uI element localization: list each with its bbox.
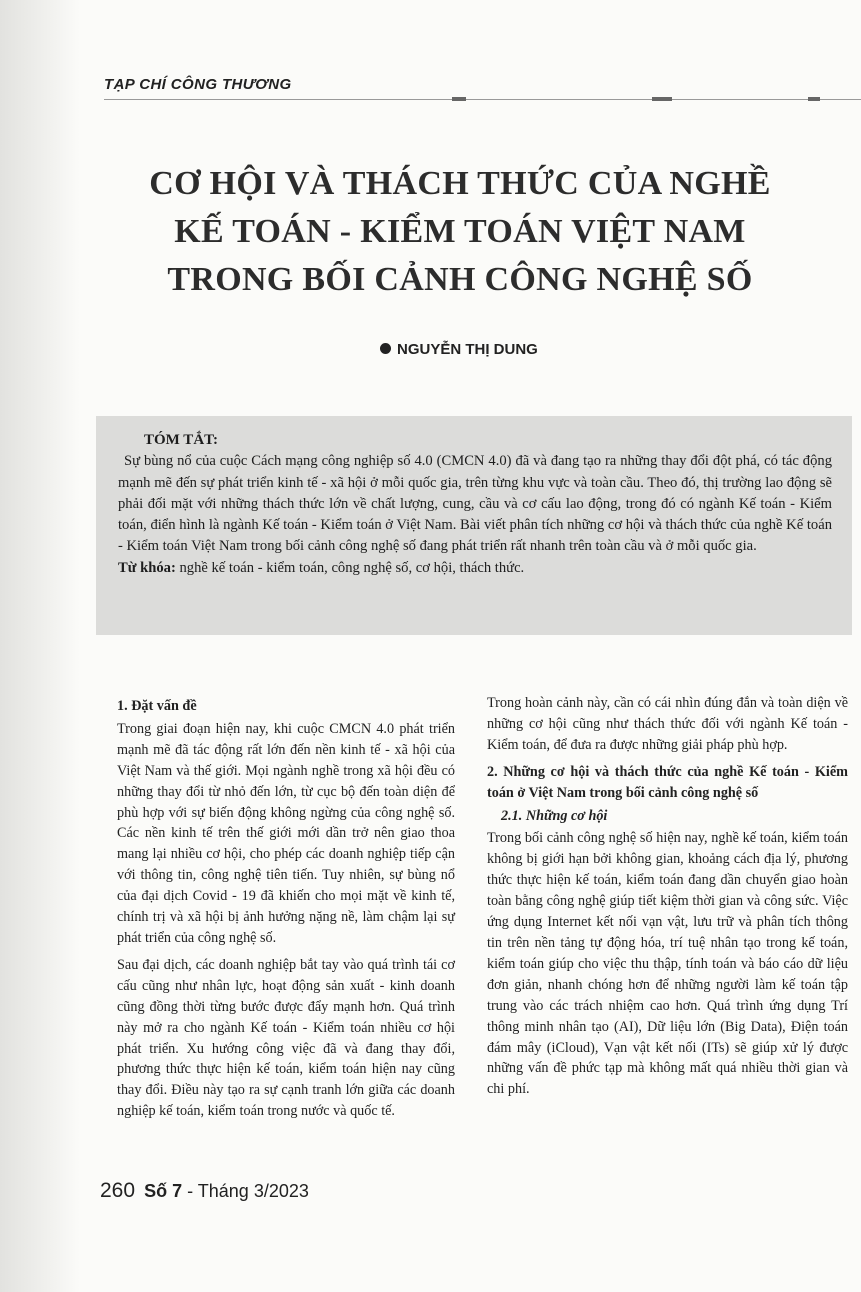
body-column-left [117, 696, 455, 1128]
header-rule-mark [808, 97, 820, 101]
page-footer [100, 1179, 309, 1203]
journal-name: TẠP CHÍ CÔNG THƯƠNG [104, 76, 292, 93]
author-name: NGUYỄN THỊ DUNG [397, 341, 538, 358]
section-heading: 2. Những cơ hội và thách thức của nghề Kế toán - Kiểm toán ở Việt Nam trong bối cảnh công nghệ số [487, 763, 848, 801]
title-line: TRONG BỐI CẢNH CÔNG NGHỆ SỐ [167, 261, 753, 298]
abstract-text: Sự bùng nổ của cuộc Cách mạng công nghiệp số 4.0 (CMCN 4.0) đã và đang tạo ra những thay đổi đột phá, có tác động mạnh mẽ đến sự phát triển kinh tế - xã hội ở mỗi quốc gia, trên từng khu vực và toàn cầu. Theo đó, thị trường lao động sẽ phải đối mặt với những thách thức lớn về chất lượng, cung, cầu và cơ cấu lao động, trong đó có ngành Kế toán - Kiểm toán, điển hình là ngành Kế toán - Kiểm toán ở Việt Nam. Bài viết phân tích những cơ hội và thách thức của nghề Kế toán - Kiểm toán Việt Nam trong bối cảnh công nghệ số đang phát triển rất nhanh trên toàn cầu và ở mỗi quốc gia. [118, 453, 832, 555]
abstract-heading: TÓM TẮT: [144, 432, 219, 448]
page-number: 260 [100, 1179, 136, 1202]
title-line: KẾ TOÁN - KIỂM TOÁN VIỆT NAM [174, 213, 746, 250]
paragraph: Trong hoàn cảnh này, cần có cái nhìn đúng đắn và toàn diện về những cơ hội cũng như thách thức đối với ngành Kế toán - Kiểm toán, để đưa ra được những giải pháp phù hợp. [487, 695, 848, 753]
abstract-content [118, 430, 832, 579]
header-rule-mark [452, 97, 466, 101]
abstract-box [96, 416, 852, 635]
keywords-text: nghề kế toán - kiểm toán, công nghệ số, cơ hội, thách thức. [179, 559, 525, 576]
keywords-line [118, 558, 832, 579]
header-rule [104, 99, 861, 100]
title-line: CƠ HỘI VÀ THÁCH THỨC CỦA NGHỀ [149, 165, 771, 202]
article-title [100, 160, 820, 304]
header-rule-mark [652, 97, 672, 101]
page-edge-shadow [0, 0, 80, 1292]
subsection-heading: 2.1. Những cơ hội [501, 807, 608, 824]
keywords-label: Từ khóa: [118, 559, 176, 576]
body-column-right [487, 693, 848, 1106]
paragraph: Sau đại dịch, các doanh nghiệp bắt tay vào quá trình tái cơ cấu cũng như nhân lực, hoạt động sản xuất - kinh doanh cũng đồng thời từng bước được đẩy mạnh hơn. Quá trình này mở ra cho ngành Kế toán - Kiểm toán nhiều cơ hội phát triển. Xu hướng công việc đã và đang thay đổi, phương thức thực hiện kế toán, kiểm toán hiện nay cũng thay đổi. Điều này tạo ra sự cạnh tranh lớn giữa các doanh nghiệp kế toán, kiểm toán trong nước và quốc tế. [117, 956, 455, 1120]
bullet-icon [380, 343, 391, 354]
author-line [380, 341, 538, 358]
issue-number: Số 7 [144, 1181, 183, 1201]
issue-date: Tháng 3/2023 [197, 1181, 309, 1201]
paragraph: Trong bối cảnh công nghệ số hiện nay, nghề kế toán, kiểm toán không bị giới hạn bởi không gian, khoảng cách địa lý, phương thức thực hiện kế toán, kiểm toán đang dần chuyển giao hoàn toàn bằng công nghệ giúp tiết kiệm thời gian và công sức. Việc ứng dụng Internet kết nối vạn vật, lưu trữ và phân tích thông tin trên nền tảng tự động hóa, trí tuệ nhân tạo trong kế toán, kiểm toán giúp cho việc thu thập, tính toán và báo cáo dữ liệu đơn giản, nhanh chóng hơn để những người làm kế toán tập trung vào các trách nhiệm cao hơn. Quá trình ứng dụng Trí thông minh nhân tạo (AI), Dữ liệu lớn (Big Data), Điện toán đám mây (iCloud), Vạn vật kết nối (ITs) sẽ giúp xử lý được những vấn đề phức tạp mà không mất quá nhiều thời gian và chi phí. [487, 830, 848, 1098]
paragraph: Trong giai đoạn hiện nay, khi cuộc CMCN 4.0 phát triển mạnh mẽ đã tác động rất lớn đến nền kinh tế - xã hội của Việt Nam và thế giới. Mọi ngành nghề trong xã hội đều có những thay đổi từ nhỏ đến lớn, từ cục bộ đến toàn diện để phù hợp với sự biến động không ngừng của công nghệ số. Các nền kinh tế trên thế giới mới dần trở nên giao thoa mang lại nhiều cơ hội, cho phép các doanh nghiệp tiếp cận với thông tin, công nghệ tiên tiến. Tuy nhiên, sự bùng nổ của đại dịch Covid - 19 đã khiến cho mọi mặt về kinh tế, chính trị và xã hội bị ảnh hưởng nặng nề, làm chậm lại sự phát triển của công nghệ số. [117, 720, 455, 946]
footer-separator: - [187, 1181, 194, 1201]
section-heading: 1. Đặt vấn đề [117, 698, 197, 714]
